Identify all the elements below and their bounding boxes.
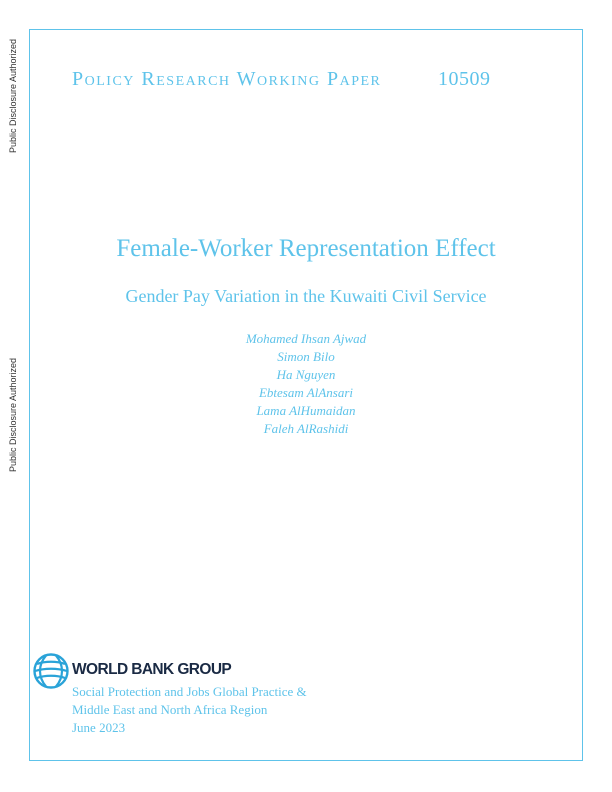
paper-number: 10509 xyxy=(438,68,491,90)
author-name: Simon Bilo xyxy=(277,349,335,364)
author-name: Lama AlHumaidan xyxy=(256,403,356,418)
author-name: Faleh AlRashidi xyxy=(263,421,349,436)
author-name: Ha Nguyen xyxy=(276,367,336,382)
series-title: Policy Research Working Paper xyxy=(72,68,382,90)
publication-date: June 2023 xyxy=(72,720,126,735)
paper-title: Female-Worker Representation Effect xyxy=(116,235,496,262)
unit-line-2: Middle East and North Africa Region xyxy=(72,702,268,717)
unit-line-1: Social Protection and Jobs Global Practice & xyxy=(72,684,307,699)
disclosure-label-bottom: Public Disclosure Authorized xyxy=(8,357,18,473)
paper-subtitle: Gender Pay Variation in the Kuwaiti Civil Service xyxy=(125,286,487,306)
world-bank-globe-icon xyxy=(33,653,69,689)
publisher-info xyxy=(72,683,307,737)
author-list xyxy=(0,330,612,438)
author-name: Mohamed Ihsan Ajwad xyxy=(245,331,367,346)
disclosure-label-top: Public Disclosure Authorized xyxy=(8,38,18,154)
author-name: Ebtesam AlAnsari xyxy=(258,385,353,400)
world-bank-group-logo-text: WORLD BANK GROUP xyxy=(72,661,232,678)
